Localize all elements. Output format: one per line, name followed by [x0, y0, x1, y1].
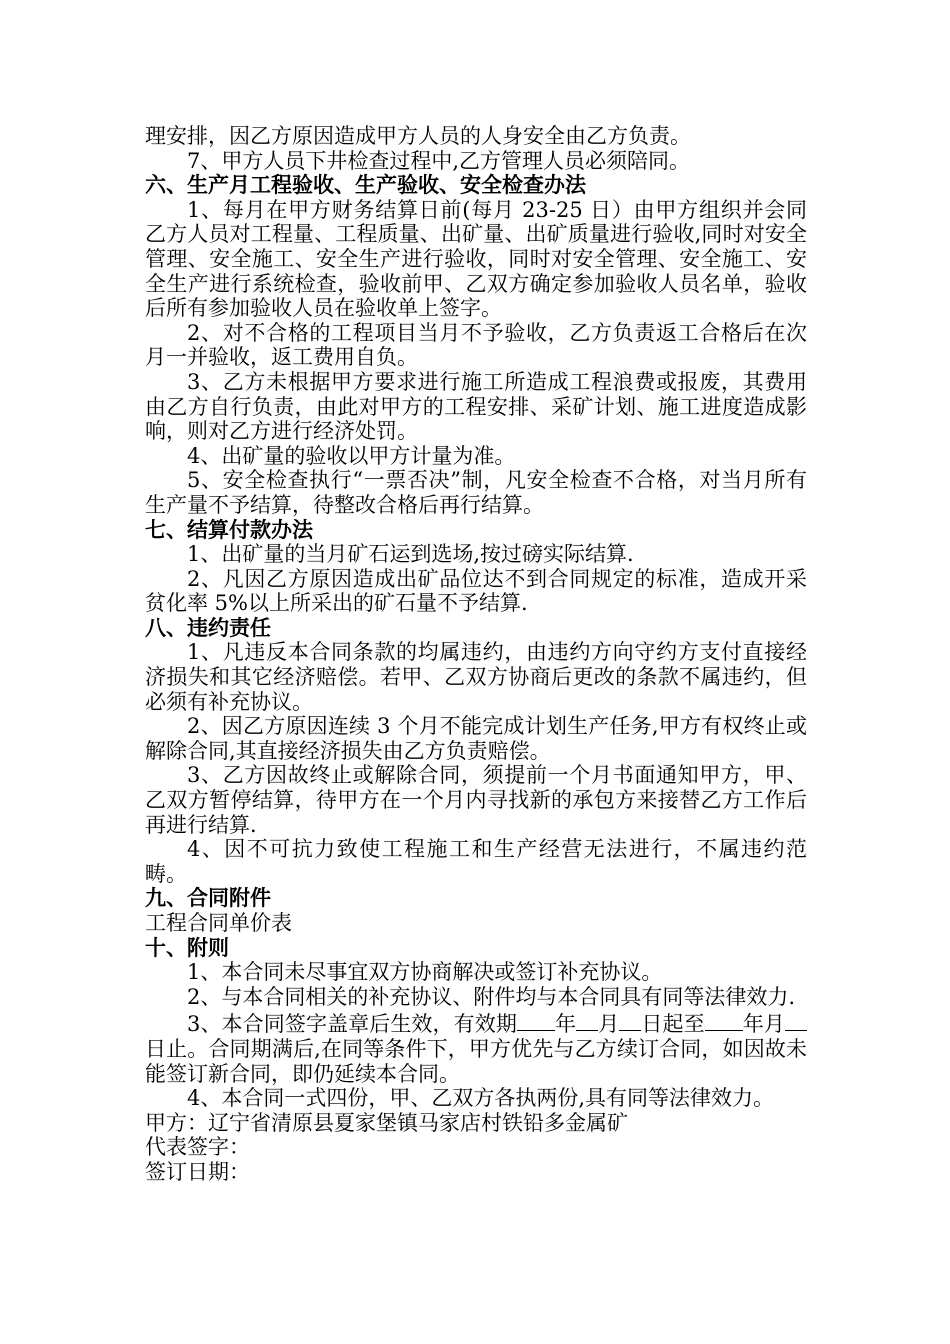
contract-page: [145, 124, 807, 1185]
clause-8-2: 2、因乙方原因连续 3 个月不能完成计划生产任务,甲方有权终止或解除合同,其直接经济损失由乙方负责赔偿。: [145, 714, 807, 763]
clause-8-1: 1、凡违反本合同条款的均属违约，由违约方向守约方支付直接经济损失和其它经济赔偿。若甲、乙双方协商后更改的条款不属违约，但必须有补充协议。: [145, 640, 807, 714]
clause-6-1: 1、每月在甲方财务结算日前(每月 23-25 日）由甲方组织并会同乙方人员对工程量、工程质量、出矿量、出矿质量进行验收,同时对安全管理、安全施工、安全生产进行验收，同时对安全管理、安全施工、安全生产进行系统检查，验收前甲、乙双方确定参加验收人员名单，验收后所有参加验收人员在验收单上签字。: [145, 197, 807, 321]
section-heading-6: 六、生产月工程验收、生产验收、安全检查办法: [145, 172, 586, 198]
clause-10-3-end: 日止。合同期满后,在同等条件下，甲方优先与乙方续订合同，如因故未能签订新合同，即仍延续本合同。: [145, 1036, 807, 1086]
party-a-line: 甲方：辽宁省清原县夏家堡镇马家店村铁铅多金属矿: [145, 1110, 628, 1135]
clause-6-3: 3、乙方未根据甲方要求进行施工所造成工程浪费或报废，其费用由乙方自行负责，由此对甲方的工程安排、采矿计划、施工进度造成影响，则对乙方进行经济处罚。: [145, 369, 807, 444]
section-heading-8: 八、违约责任: [145, 614, 271, 640]
clause-6-5: 5、安全检查执行“一票否决”制，凡安全检查不合格，对当月所有生产量不予结算，待整改合格后再行结算。: [145, 468, 807, 517]
section-heading-7: 七、结算付款办法: [145, 516, 313, 542]
label-year: 年: [554, 1012, 577, 1037]
clause-10-3-start: 3、本合同签字盖章后生效，有效期: [187, 1012, 517, 1037]
clause-7-2: 2、凡因乙方原因造成出矿品位达不到合同规定的标准，造成开采贫化率 5%以上所采出的矿石量不予结算.: [145, 566, 807, 616]
label-day-until: 日起至: [641, 1012, 705, 1037]
clause-6-2: 2、对不合格的工程项目当月不予验收，乙方负责返工合格后在次月一并验收，返工费用自负。: [145, 320, 807, 370]
attachment-item: 工程合同单价表: [145, 911, 292, 935]
clause-10-3: [145, 1009, 807, 1086]
paragraph-continued: 理安排，因乙方原因造成甲方人员的人身安全由乙方负责。: [145, 124, 691, 148]
blank-start-year: [517, 1009, 555, 1031]
representative-signature-line: 代表签字：: [145, 1135, 250, 1160]
blank-start-day: [619, 1009, 641, 1031]
clause-10-1: 1、本合同未尽事宜双方协商解决或签订补充协议。: [187, 960, 663, 985]
clause-6-4: 4、出矿量的验收以甲方计量为准。: [187, 443, 516, 468]
label-year-month: 年月: [742, 1012, 786, 1037]
clause-8-4: 4、因不可抗力致使工程施工和生产经营无法进行，不属违约范畴。: [145, 837, 807, 886]
clause-5-7: 7、甲方人员下井检查过程中,乙方管理人员必须陪同。: [187, 148, 691, 173]
clause-10-4: 4、本合同一式四份，甲、乙双方各执两份,具有同等法律效力。: [187, 1086, 775, 1111]
blank-end-year: [705, 1009, 743, 1031]
blank-end-day: [785, 1009, 807, 1031]
clause-7-1: 1、出矿量的当月矿石运到选场,按过磅实际结算.: [187, 542, 634, 567]
clause-10-2: 2、与本合同相关的补充协议、附件均与本合同具有同等法律效力.: [187, 984, 796, 1009]
clause-8-3: 3、乙方因故终止或解除合同，须提前一个月书面通知甲方，甲、乙双方暂停结算，待甲方在一个月内寻找新的承包方来接替乙方工作后再进行结算.: [145, 763, 807, 837]
blank-start-month: [576, 1009, 598, 1031]
label-month: 月: [598, 1012, 620, 1037]
section-heading-9: 九、合同附件: [145, 885, 271, 911]
signing-date-line: 签订日期：: [145, 1159, 250, 1184]
section-heading-10: 十、附则: [145, 934, 229, 960]
